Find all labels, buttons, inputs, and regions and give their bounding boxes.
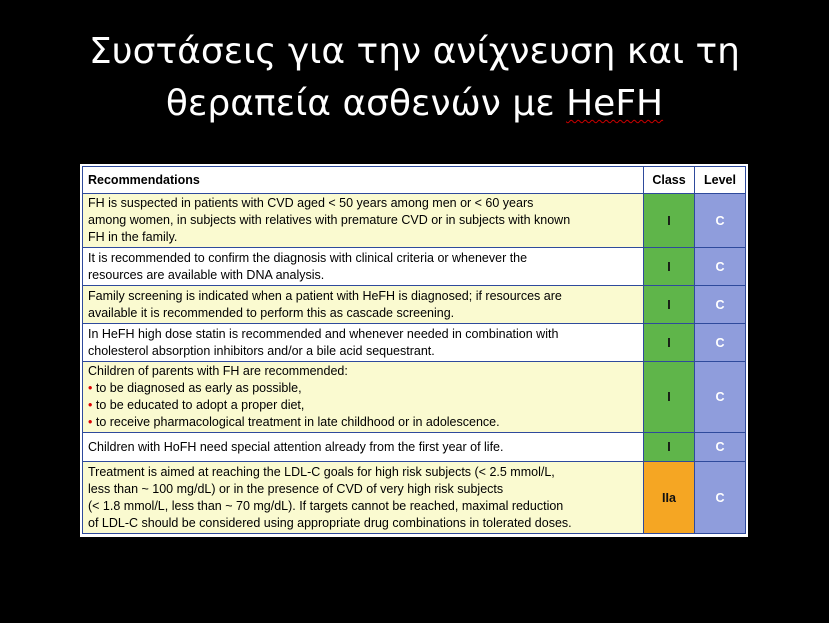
bullet-text: to be diagnosed as early as possible, xyxy=(95,381,302,395)
table-row xyxy=(83,286,746,324)
title-line-2-prefix: θεραπεία ασθενών με xyxy=(165,83,567,124)
recommendation-text: less than ~ 100 mg/dL) or in the presence of CVD of very high risk subjects xyxy=(88,481,504,496)
level-cell: C xyxy=(695,286,746,324)
table-row xyxy=(83,362,746,433)
recommendation-text: available it is recommended to perform this as cascade screening. xyxy=(88,305,455,320)
header-recommendations: Recommendations xyxy=(83,167,644,194)
table-row xyxy=(83,248,746,286)
recommendation-cell xyxy=(83,286,644,324)
recommendation-text: FH is suspected in patients with CVD aged < 50 years among men or < 60 years xyxy=(88,196,534,210)
class-cell: I xyxy=(644,433,695,462)
table-row xyxy=(83,462,746,534)
recommendation-cell xyxy=(83,194,644,248)
recommendation-text: It is recommended to confirm the diagnosis with clinical criteria or whenever the xyxy=(88,250,528,265)
recommendation-text: cholesterol absorption inhibitors and/or a bile acid sequestrant. xyxy=(88,343,435,358)
title-line-2 xyxy=(0,78,829,130)
level-cell: C xyxy=(695,324,746,362)
class-cell: I xyxy=(644,286,695,324)
class-cell: I xyxy=(644,248,695,286)
recommendation-text: In HeFH high dose statin is recommended and whenever needed in combination with xyxy=(88,326,559,341)
level-cell: C xyxy=(695,194,746,248)
recommendations-table-container xyxy=(80,164,748,537)
table-row xyxy=(83,194,746,248)
recommendation-cell xyxy=(83,324,644,362)
bullet-item xyxy=(88,380,638,397)
class-cell: IIa xyxy=(644,462,695,534)
recommendation-text: FH in the family. xyxy=(88,230,178,244)
class-cell: I xyxy=(644,324,695,362)
recommendation-text: Children of parents with FH are recommended: xyxy=(88,364,348,378)
recommendation-text: Family screening is indicated when a patient with HeFH is diagnosed; if resources are xyxy=(88,288,562,303)
recommendation-cell xyxy=(83,248,644,286)
table-row xyxy=(83,433,746,462)
bullet-text: to be educated to adopt a proper diet, xyxy=(95,398,305,412)
bullet-icon: • xyxy=(88,381,93,395)
recommendations-table xyxy=(82,166,746,534)
recommendation-text: (< 1.8 mmol/L, less than ~ 70 mg/dL). If targets cannot be reached, maximal reduction xyxy=(88,498,564,513)
level-cell: C xyxy=(695,248,746,286)
recommendation-text: Treatment is aimed at reaching the LDL-C goals for high risk subjects (< 2.5 mmol/L, xyxy=(88,464,555,479)
slide-title xyxy=(0,26,829,130)
class-cell: I xyxy=(644,194,695,248)
recommendation-cell xyxy=(83,433,644,462)
title-term-hefh: HeFH xyxy=(566,83,664,124)
recommendation-cell xyxy=(83,362,644,433)
recommendation-text: of LDL-C should be considered using appropriate drug combinations in tolerated doses. xyxy=(88,515,572,530)
header-level: Level xyxy=(695,167,746,194)
bullet-text: to receive pharmacological treatment in late childhood or in adolescence. xyxy=(95,415,500,429)
recommendation-cell xyxy=(83,462,644,534)
class-cell: I xyxy=(644,362,695,433)
table-header-row xyxy=(83,167,746,194)
bullet-icon: • xyxy=(88,398,93,412)
header-class: Class xyxy=(644,167,695,194)
table-row xyxy=(83,324,746,362)
level-cell: C xyxy=(695,362,746,433)
bullet-item xyxy=(88,397,638,414)
recommendation-text: Children with HoFH need special attention already from the first year of life. xyxy=(88,439,504,454)
bullet-item xyxy=(88,414,638,431)
level-cell: C xyxy=(695,462,746,534)
level-cell: C xyxy=(695,433,746,462)
recommendation-text: resources are available with DNA analysis. xyxy=(88,267,325,282)
recommendation-text: among women, in subjects with relatives with premature CVD or in subjects with known xyxy=(88,213,571,227)
bullet-icon: • xyxy=(88,415,93,429)
title-line-1: Συστάσεις για την ανίχνευση και τη xyxy=(89,31,740,72)
